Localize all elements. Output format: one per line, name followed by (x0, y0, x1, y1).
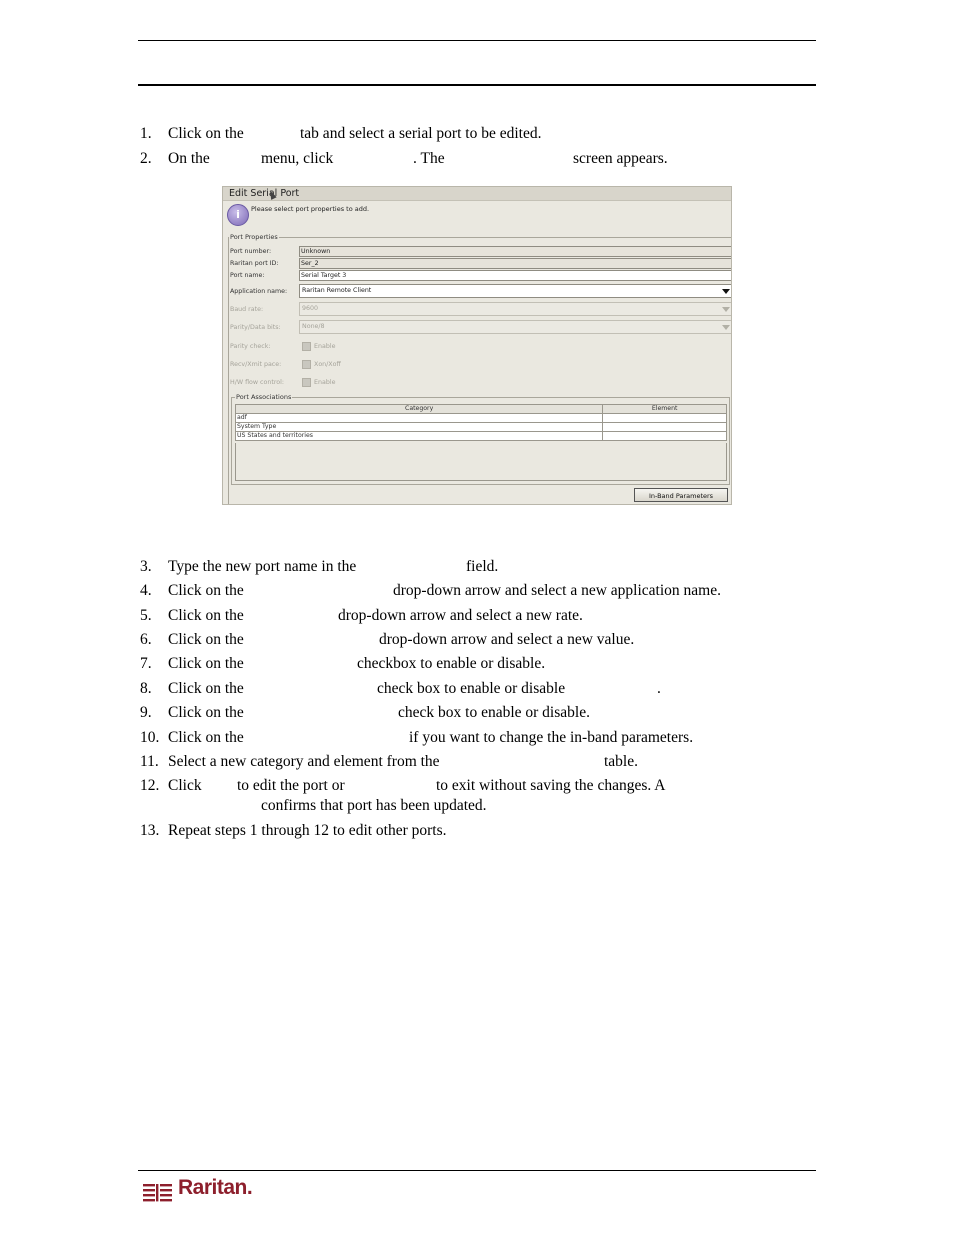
baud-rate-dropdown[interactable] (299, 302, 732, 316)
step-text: Click on the (168, 631, 244, 648)
category-cell: adf (236, 414, 603, 423)
hw-flow-control-checkbox[interactable] (302, 378, 311, 387)
port-associations-legend: Port Associations (236, 393, 292, 401)
recv-xmit-pace-checkbox[interactable] (302, 360, 311, 369)
step-text: check box to enable or disable (377, 680, 566, 697)
column-header-element[interactable]: Element (603, 405, 727, 414)
parity-check-option: Enable (314, 343, 336, 350)
raritan-logo-text: Raritan. (178, 1176, 253, 1199)
step-text: if you want to change the in-band parameters. (409, 729, 694, 746)
parity-data-bits-label: Parity/Data bits: (230, 324, 281, 331)
application-name-label: Application name: (230, 288, 288, 295)
chevron-down-icon[interactable] (722, 325, 730, 330)
step-text: checkbox to enable or disable. (357, 655, 546, 672)
step-text: Click (168, 777, 202, 794)
element-cell[interactable] (603, 423, 727, 432)
application-name-value: Raritan Remote Client (302, 287, 372, 294)
step-text: drop-down arrow and select a new value. (379, 631, 635, 648)
baud-rate-value: 9600 (302, 305, 319, 312)
step-text: confirms that port has been updated. (261, 797, 487, 814)
application-name-dropdown[interactable] (299, 284, 732, 298)
step-number: 7. (140, 655, 152, 672)
parity-data-bits-value: None/8 (302, 323, 325, 330)
step-number: 4. (140, 582, 152, 599)
step-number: 10. (140, 729, 160, 746)
step-text: to exit without saving the changes. A (436, 777, 666, 794)
step-text: Select a new category and element from the (168, 753, 440, 770)
port-associations-table (235, 404, 727, 441)
baud-rate-label: Baud rate: (230, 306, 264, 313)
step-number: 13. (140, 822, 160, 839)
hw-flow-control-option: Enable (314, 379, 336, 386)
element-cell[interactable] (603, 432, 727, 441)
step-text: . The (413, 150, 445, 167)
step-text: Click on the (168, 655, 244, 672)
step-text: table. (604, 753, 638, 770)
step-text: Type the new port name in the (168, 558, 357, 575)
port-name-input[interactable]: Serial Target 3 (299, 270, 732, 281)
info-icon: i (227, 204, 249, 226)
step-number: 12. (140, 777, 160, 794)
parity-data-bits-dropdown[interactable] (299, 320, 732, 334)
raritan-port-id-label: Raritan port ID: (230, 260, 279, 267)
step-number: 6. (140, 631, 152, 648)
element-cell[interactable] (603, 414, 727, 423)
port-associations-group (231, 397, 730, 485)
step-number: 9. (140, 704, 152, 721)
header-rule-top (138, 40, 816, 41)
table-row[interactable] (236, 432, 727, 441)
step-text: tab and select a serial port to be edited. (300, 125, 542, 142)
table-empty-area (235, 443, 727, 481)
step-number: 11. (140, 753, 159, 770)
step-text: to edit the port or (237, 777, 345, 794)
step-text: drop-down arrow and select a new application name. (393, 582, 721, 599)
port-name-label: Port name: (230, 272, 265, 279)
step-text: Click on the (168, 125, 244, 142)
header-rule-bottom (138, 84, 816, 86)
dialog-title: Edit Serial Port (223, 187, 731, 201)
step-text: check box to enable or disable. (398, 704, 590, 721)
parity-check-checkbox[interactable] (302, 342, 311, 351)
step-text: Click on the (168, 607, 244, 624)
port-number-field: Unknown (299, 246, 732, 257)
in-band-parameters-button[interactable]: In-Band Parameters (634, 488, 728, 502)
category-cell: US States and territories (236, 432, 603, 441)
chevron-down-icon[interactable] (722, 307, 730, 312)
dialog-hint: Please select port properties to add. (251, 205, 370, 213)
step-number: 3. (140, 558, 152, 575)
step-number: 2. (140, 150, 152, 167)
table-row[interactable] (236, 423, 727, 432)
chevron-down-icon[interactable] (722, 289, 730, 294)
raritan-port-id-field: Ser_2 (299, 258, 732, 269)
recv-xmit-pace-option: Xon/Xoff (314, 361, 341, 368)
edit-serial-port-screenshot (222, 186, 732, 505)
category-cell: System Type (236, 423, 603, 432)
step-text: Click on the (168, 582, 244, 599)
column-header-category[interactable]: Category (236, 405, 603, 414)
port-number-label: Port number: (230, 248, 272, 255)
step-text: menu, click (261, 150, 334, 167)
step-number: 8. (140, 680, 152, 697)
recv-xmit-pace-label: Recv/Xmit pace: (230, 361, 282, 368)
parity-check-label: Parity check: (230, 343, 271, 350)
step-text: Click on the (168, 704, 244, 721)
step-text: On the (168, 150, 210, 167)
footer-rule (138, 1170, 816, 1171)
hw-flow-control-label: H/W flow control: (230, 379, 285, 386)
port-properties-legend: Port Properties (230, 233, 278, 241)
step-text: Click on the (168, 680, 244, 697)
step-text: screen appears. (573, 150, 668, 167)
step-text: Click on the (168, 729, 244, 746)
step-text: field. (466, 558, 499, 575)
step-number: 5. (140, 607, 152, 624)
step-number: 1. (140, 125, 152, 142)
table-row[interactable] (236, 414, 727, 423)
step-text: . (657, 680, 661, 697)
step-text: drop-down arrow and select a new rate. (338, 607, 583, 624)
step-text: Repeat steps 1 through 12 to edit other ports. (168, 822, 447, 839)
